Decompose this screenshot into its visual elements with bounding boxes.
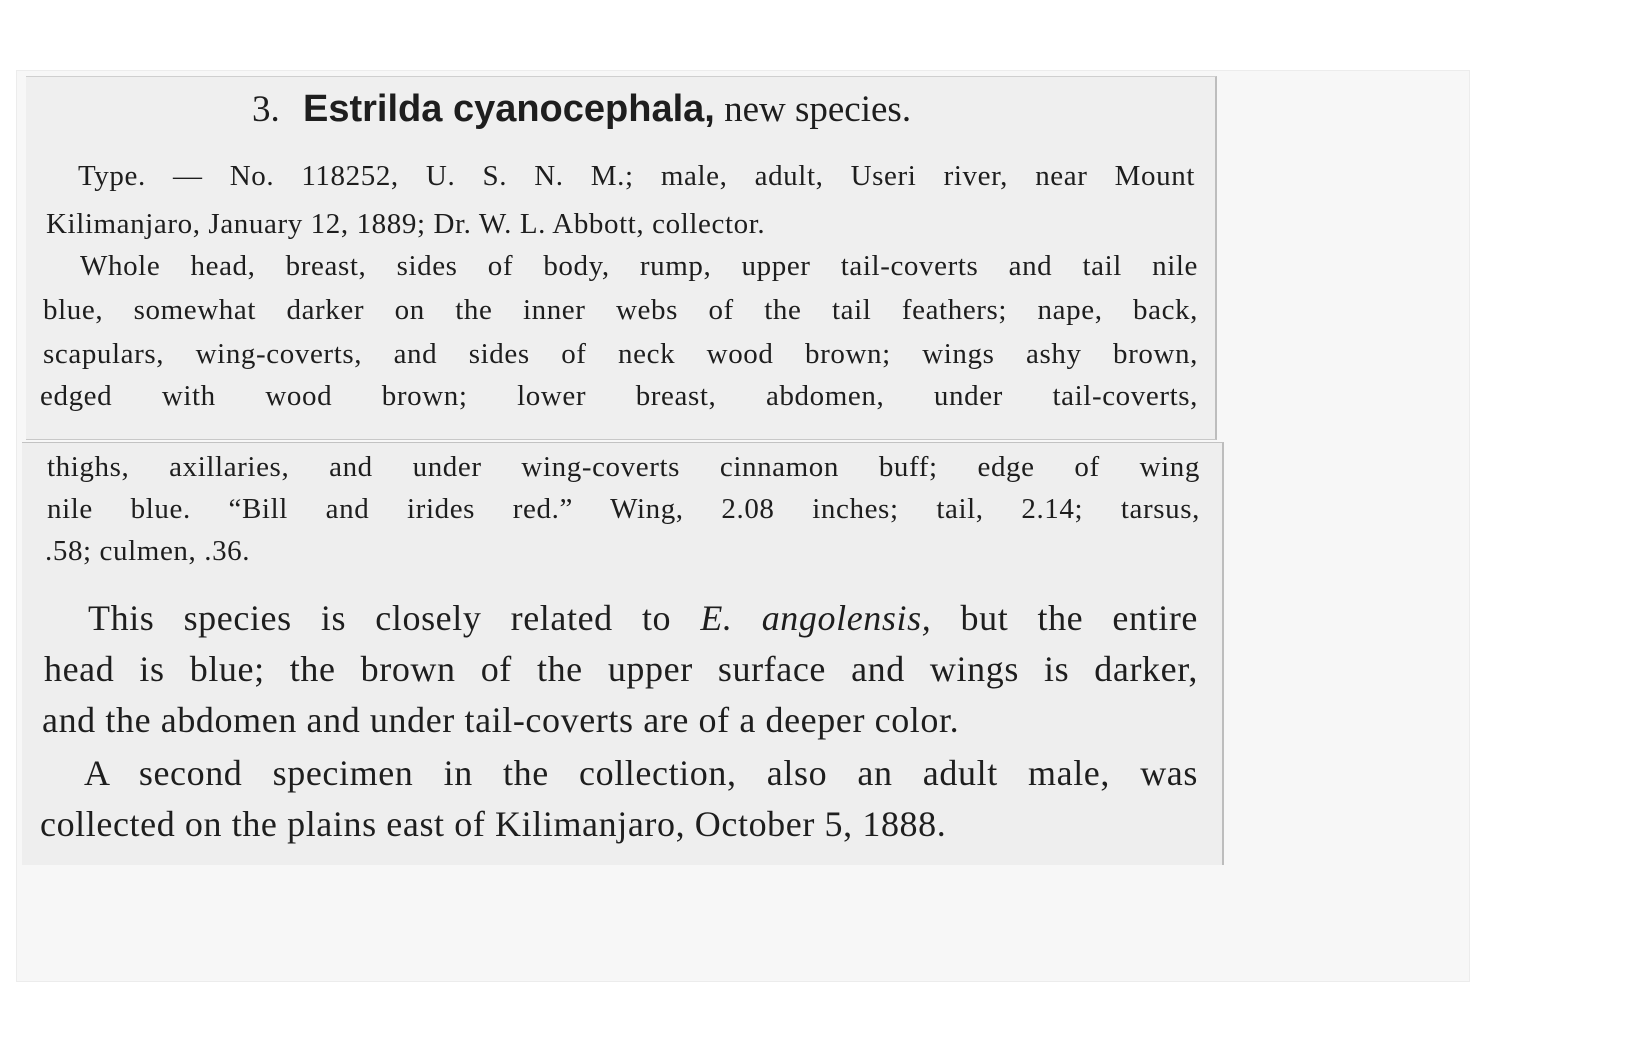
second-specimen-line-1: A second specimen in the collection, also an adult male, was bbox=[84, 753, 1198, 793]
species-name: Estrilda cyanocephala, bbox=[303, 88, 715, 130]
description-line-4: edged with wood brown; lower breast, abdomen, under tail-coverts, bbox=[40, 380, 1198, 412]
comparison-line-3: and the abdomen and under tail-coverts are of a deeper color. bbox=[42, 700, 960, 740]
comparison-line-1-start: This species is closely related to bbox=[88, 598, 672, 638]
species-heading bbox=[252, 88, 911, 131]
comparison-line-2: head is blue; the brown of the upper surface and wings is darker, bbox=[44, 649, 1198, 689]
comparison-line-1-end: but the entire bbox=[960, 598, 1198, 638]
type-line-1: Type. — No. 118252, U. S. N. M.; male, adult, Useri river, near Mount bbox=[78, 160, 1195, 192]
type-line-2: Kilimanjaro, January 12, 1889; Dr. W. L. Abbott, collector. bbox=[46, 208, 766, 240]
description-cont-line-2: nile blue. “Bill and irides red.” Wing, 2.08 inches; tail, 2.14; tarsus, bbox=[47, 493, 1200, 525]
species-status: new species. bbox=[724, 89, 912, 130]
description-line-2: blue, somewhat darker on the inner webs of the tail feathers; nape, back, bbox=[43, 294, 1198, 326]
description-line-1: Whole head, breast, sides of body, rump, upper tail-coverts and tail nile bbox=[80, 250, 1198, 282]
comparison-line-1 bbox=[88, 597, 1198, 639]
description-cont-line-1: thighs, axillaries, and under wing-coverts cinnamon buff; edge of wing bbox=[47, 451, 1200, 483]
description-line-3: scapulars, wing-coverts, and sides of neck wood brown; wings ashy brown, bbox=[43, 338, 1198, 370]
species-number: 3. bbox=[252, 89, 280, 130]
description-cont-line-3: .58; culmen, .36. bbox=[45, 535, 251, 567]
second-specimen-line-2: collected on the plains east of Kilimanjaro, October 5, 1888. bbox=[40, 804, 947, 844]
comparison-taxon: E. angolensis, bbox=[700, 598, 932, 638]
